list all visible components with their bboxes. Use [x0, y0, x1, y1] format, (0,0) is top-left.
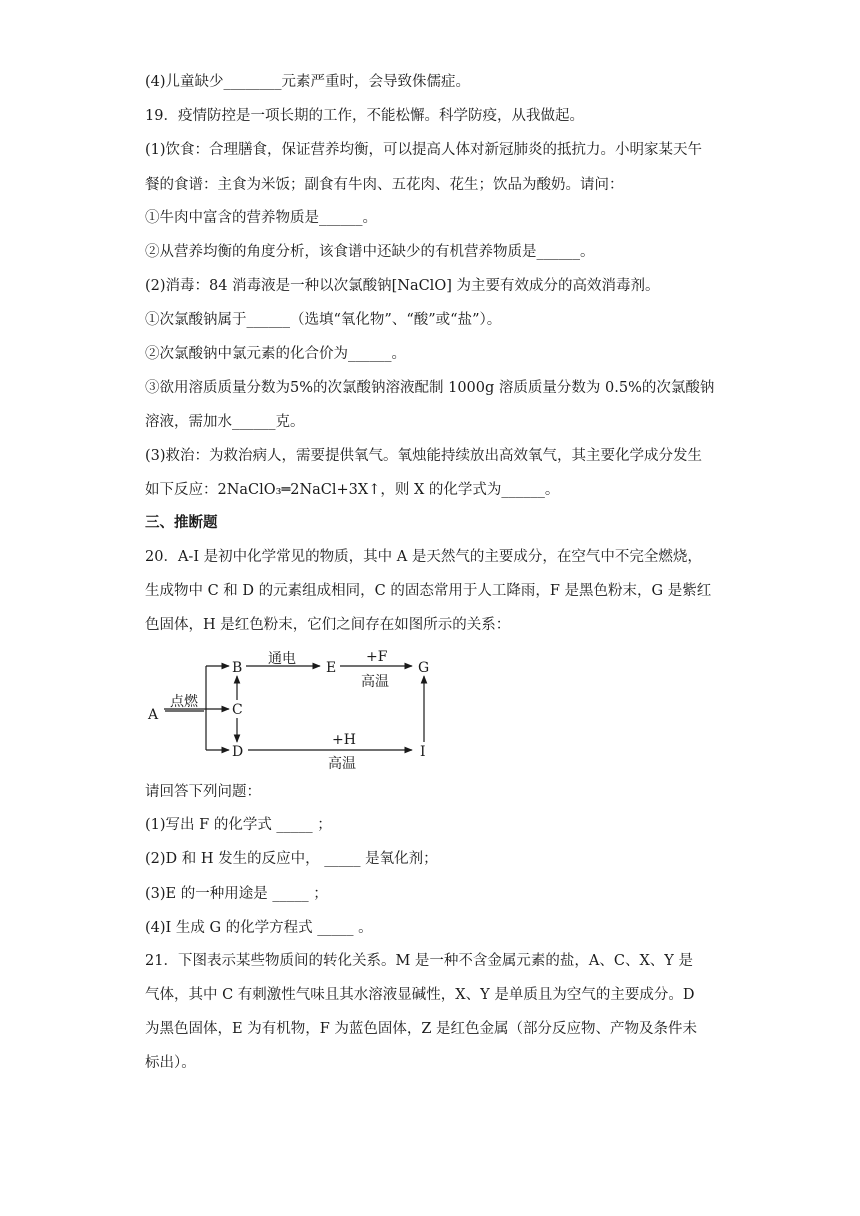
q19-diet-q1: ①牛肉中富含的营养物质是______。 [145, 210, 377, 226]
q19-disinfect-q3-line1: ③欲用溶质质量分数为5%的次氯酸钠溶液配制 1000g 溶质质量分数为 0.5%的次氯酸钠 [145, 380, 715, 396]
q19-diet-line1: (1)饮食：合理膳食，保证营养均衡，可以提高人体对新冠肺炎的抵抗力。小明家某天午 [145, 142, 703, 158]
q19-rescue-line1: (3)救治：为救治病人，需要提供氧气。氧烛能持续放出高效氧气，其主要化学成分发生 [145, 448, 703, 464]
q21-intro-line3: 为黑色固体，E 为有机物，F 为蓝色固体，Z 是红色金属（部分反应物、产物及条件未 [145, 1021, 698, 1037]
node-e: E [326, 660, 337, 676]
q20-intro-line1: 20．A-I 是初中化学常见的物质，其中 A 是天然气的主要成分，在空气中不完全燃烧， [145, 549, 702, 565]
q19-rescue-line2: 如下反应：2NaClO₃═2NaCl+3X↑，则 X 的化学式为______。 [145, 482, 560, 498]
label-ignite: 点燃 [170, 694, 198, 710]
node-i: I [420, 744, 426, 760]
q20-q4: (4)I 生成 G 的化学方程式 _____ 。 [145, 920, 373, 936]
q18-part4: (4)儿童缺少________元素严重时，会导致侏儒症。 [145, 74, 471, 90]
label-plus-f: +F [366, 649, 388, 665]
q21-intro-line1: 21．下图表示某些物质间的转化关系。M 是一种不含金属元素的盐，A、C、X、Y 是 [145, 953, 693, 969]
node-c: C [232, 702, 243, 718]
node-g: G [418, 660, 430, 676]
q19-disinfect-q2: ②次氯酸钠中氯元素的化合价为______。 [145, 346, 406, 362]
q20-intro-line3: 色固体，H 是红色粉末，它们之间存在如图所示的关系： [145, 617, 511, 633]
q21-intro-line2: 气体，其中 C 有刺激性气味且其水溶液显碱性，X、Y 是单质且为空气的主要成分。D [145, 987, 695, 1003]
reaction-diagram [140, 644, 450, 774]
q20-q1: (1)写出 F 的化学式 _____ ； [145, 817, 332, 833]
q19-heading: 19．疫情防控是一项长期的工作，不能松懈。科学防疫，从我做起。 [145, 108, 584, 124]
q20-prompt: 请回答下列问题： [145, 784, 261, 800]
q19-diet-q2: ②从营养均衡的角度分析，该食谱中还缺少的有机营养物质是______。 [145, 244, 595, 260]
q19-disinfect: (2)消毒：84 消毒液是一种以次氯酸钠[NaClO] 为主要有效成分的高效消毒剂。 [145, 278, 660, 294]
q19-disinfect-q3-line2: 溶液，需加水______克。 [145, 414, 305, 430]
label-electrolysis: 通电 [268, 651, 296, 667]
q21-intro-line4: 标出）。 [145, 1055, 196, 1071]
q20-intro-line2: 生成物中 C 和 D 的元素组成相同，C 的固态常用于人工降雨，F 是黑色粉末，G 是紫红 [145, 583, 712, 599]
node-a: A [148, 707, 159, 723]
label-high-temp-top: 高温 [361, 674, 389, 690]
q20-q3: (3)E 的一种用途是 _____ ； [145, 886, 328, 902]
section-heading-inference: 三、推断题 [145, 514, 218, 531]
node-b: B [232, 660, 243, 676]
label-plus-h: +H [332, 732, 356, 748]
label-high-temp-bottom: 高温 [328, 756, 356, 772]
q20-q2: (2)D 和 H 发生的反应中， _____ 是氧化剂； [145, 851, 438, 867]
node-d: D [232, 744, 244, 760]
q19-diet-line2: 餐的食谱：主食为米饭；副食有牛肉、五花肉、花生；饮品为酸奶。请问： [145, 177, 624, 193]
q19-disinfect-q1: ①次氯酸钠属于______（选填“氧化物”、“酸”或“盐”）。 [145, 312, 502, 328]
